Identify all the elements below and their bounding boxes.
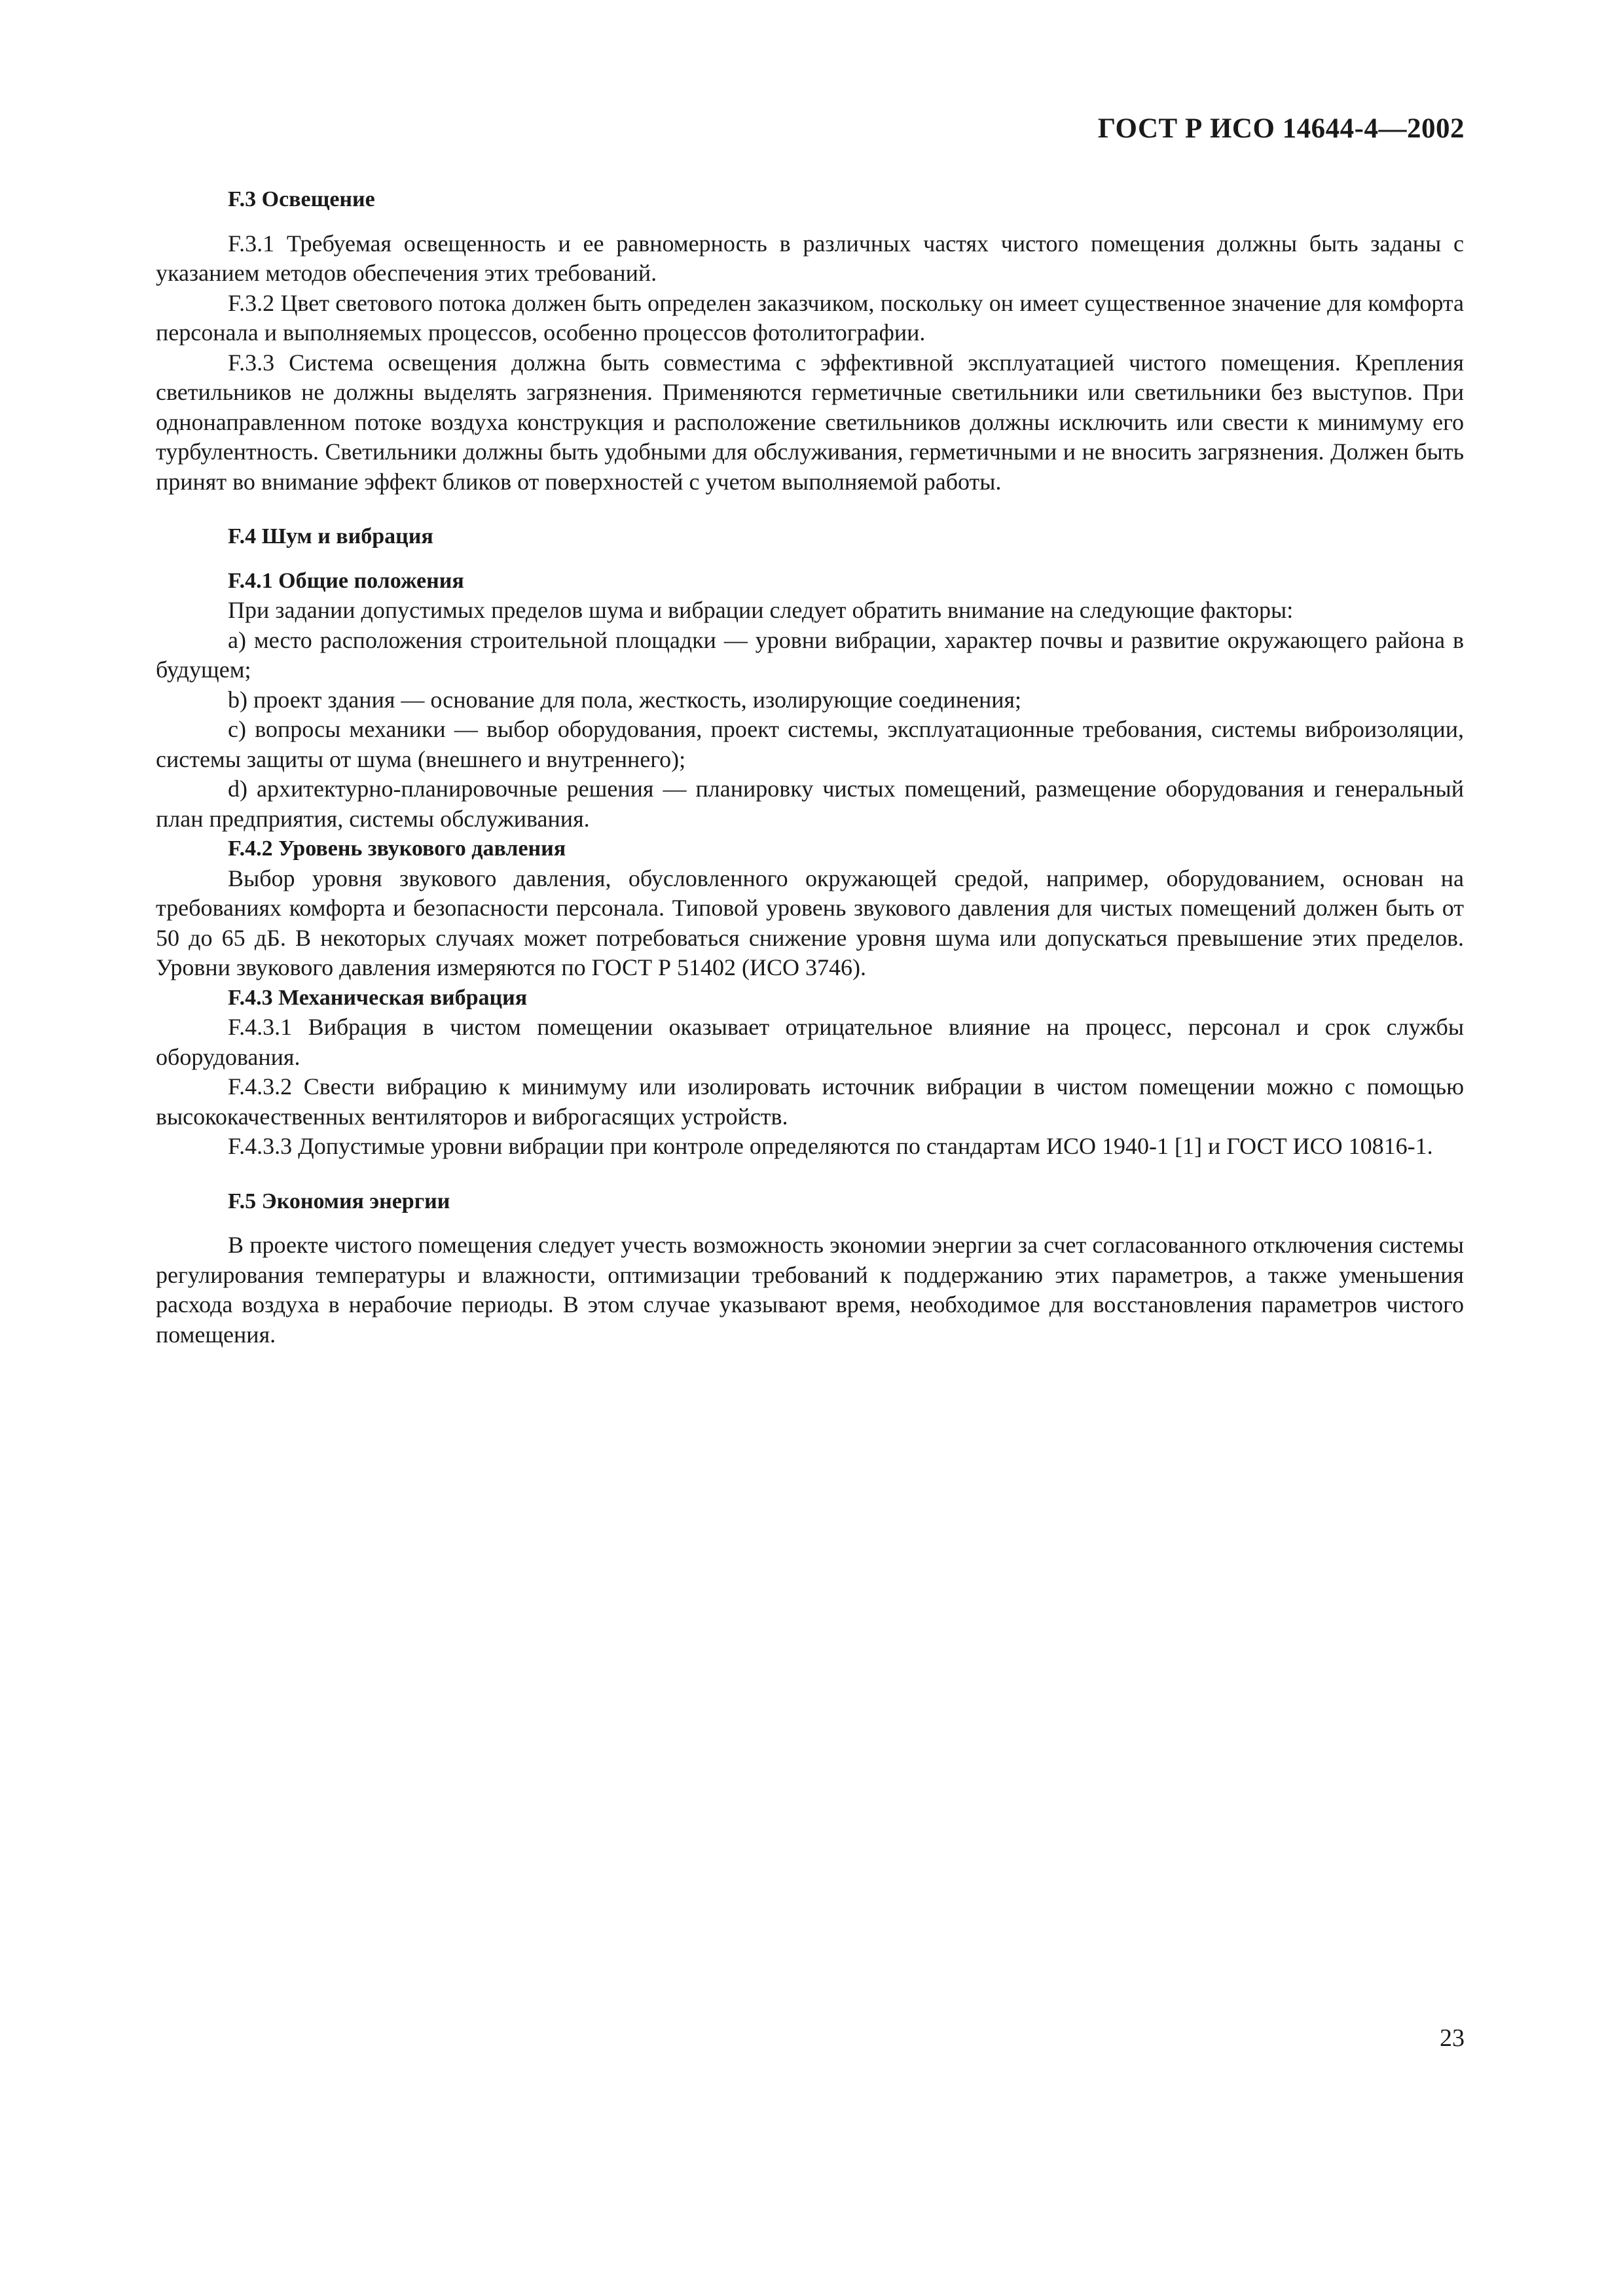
list-item-f41-a: a) место расположения строительной площадки — уровни вибрации, характер почвы и развитие окружающего района в будущем;	[156, 626, 1464, 683]
subsection-title-f42: F.4.2 Уровень звукового давления	[228, 836, 566, 861]
section-title-f4: F.4 Шум и вибрация	[228, 524, 433, 548]
list-item-f41-c: c) вопросы механики — выбор оборудования, проект системы, эксплуатационные требования, системы виброизоляции, системы защиты от шума (внешнего и внутреннего);	[156, 716, 1464, 772]
paragraph-f5-1: В проекте чистого помещения следует учесть возможность экономии энергии за счет согласованного отключения системы регулирования температуры и влажности, оптимизации требований к поддержанию этих параметров, а также уменьшения расхода воздуха в нерабочие периоды. В этом случае указывают время, необходимое для восстановления параметров чистого помещения.	[156, 1232, 1464, 1348]
paragraph-f43-1: F.4.3.1 Вибрация в чистом помещении оказывает отрицательное влияние на процесс, персонал и срок службы оборудования.	[156, 1014, 1464, 1070]
paragraph-f41-intro: При задании допустимых пределов шума и вибрации следует обратить внимание на следующие факторы:	[228, 597, 1294, 623]
subsection-title-f41: F.4.1 Общие положения	[228, 568, 464, 593]
section-f3	[156, 185, 1464, 497]
page-number: 23	[1440, 2024, 1465, 2052]
section-title-f5: F.5 Экономия энергии	[228, 1189, 450, 1213]
paragraph-f3-3: F.3.3 Система освещения должна быть совместима с эффективной эксплуатацией чистого помещения. Крепления светильников не должны выделять загрязнения. Применяются герметичные светильники или светильники без выступов. При однонаправленном потоке воздуха конструкция и расположение светильников должны исключить или свести к минимуму его турбулентность. Светильники должны быть удобными для обслуживания, герметичными и не вносить загрязнения. Должен быть принят во внимание эффект бликов от поверхностей с учетом выполняемой работы.	[156, 349, 1464, 495]
standard-header: ГОСТ Р ИСО 14644-4—2002	[1097, 113, 1465, 144]
section-f5	[156, 1187, 1464, 1350]
section-spacer	[156, 497, 1464, 522]
paragraph-f3-1: F.3.1 Требуемая освещенность и ее равномерность в различных частях чистого помещения должны быть заданы с указанием методов обеспечения этих требований.	[156, 230, 1464, 286]
paragraph-f3-2: F.3.2 Цвет светового потока должен быть определен заказчиком, поскольку он имеет существенное значение для комфорта персонала и выполняемых процессов, особенно процессов фотолитографии.	[156, 289, 1464, 346]
subsection-title-f43: F.4.3 Механическая вибрация	[228, 985, 528, 1010]
paragraph-f43-2: F.4.3.2 Свести вибрацию к минимуму или изолировать источник вибрации в чистом помещении можно с помощью высококачественных вентиляторов и виброгасящих устройств.	[156, 1073, 1464, 1130]
list-item-f41-b: b) проект здания — основание для пола, жесткость, изолирующие соединения;	[228, 686, 1022, 713]
section-title-f3: F.3 Освещение	[228, 187, 375, 211]
list-item-f41-d: d) архитектурно-планировочные решения — планировку чистых помещений, размещение оборудования и генеральный план предприятия, системы обслуживания.	[156, 776, 1464, 832]
document-body	[156, 185, 1464, 1350]
section-f4	[156, 522, 1464, 1162]
section-spacer	[156, 1162, 1464, 1187]
paragraph-f42-1: Выбор уровня звукового давления, обусловленного окружающей средой, например, оборудованием, основан на требованиях комфорта и безопасности персонала. Типовой уровень звукового давления для чистых помещений должен быть от 50 до 65 дБ. В некоторых случаях может потребоваться снижение уровня шума или допускаться превышение этих пределов. Уровни звукового давления измеряются по ГОСТ Р 51402 (ИСО 3746).	[156, 865, 1464, 980]
paragraph-f43-3: F.4.3.3 Допустимые уровни вибрации при контроле определяются по стандартам ИСО 1940-1 [1] и ГОСТ ИСО 10816-1.	[228, 1133, 1433, 1159]
